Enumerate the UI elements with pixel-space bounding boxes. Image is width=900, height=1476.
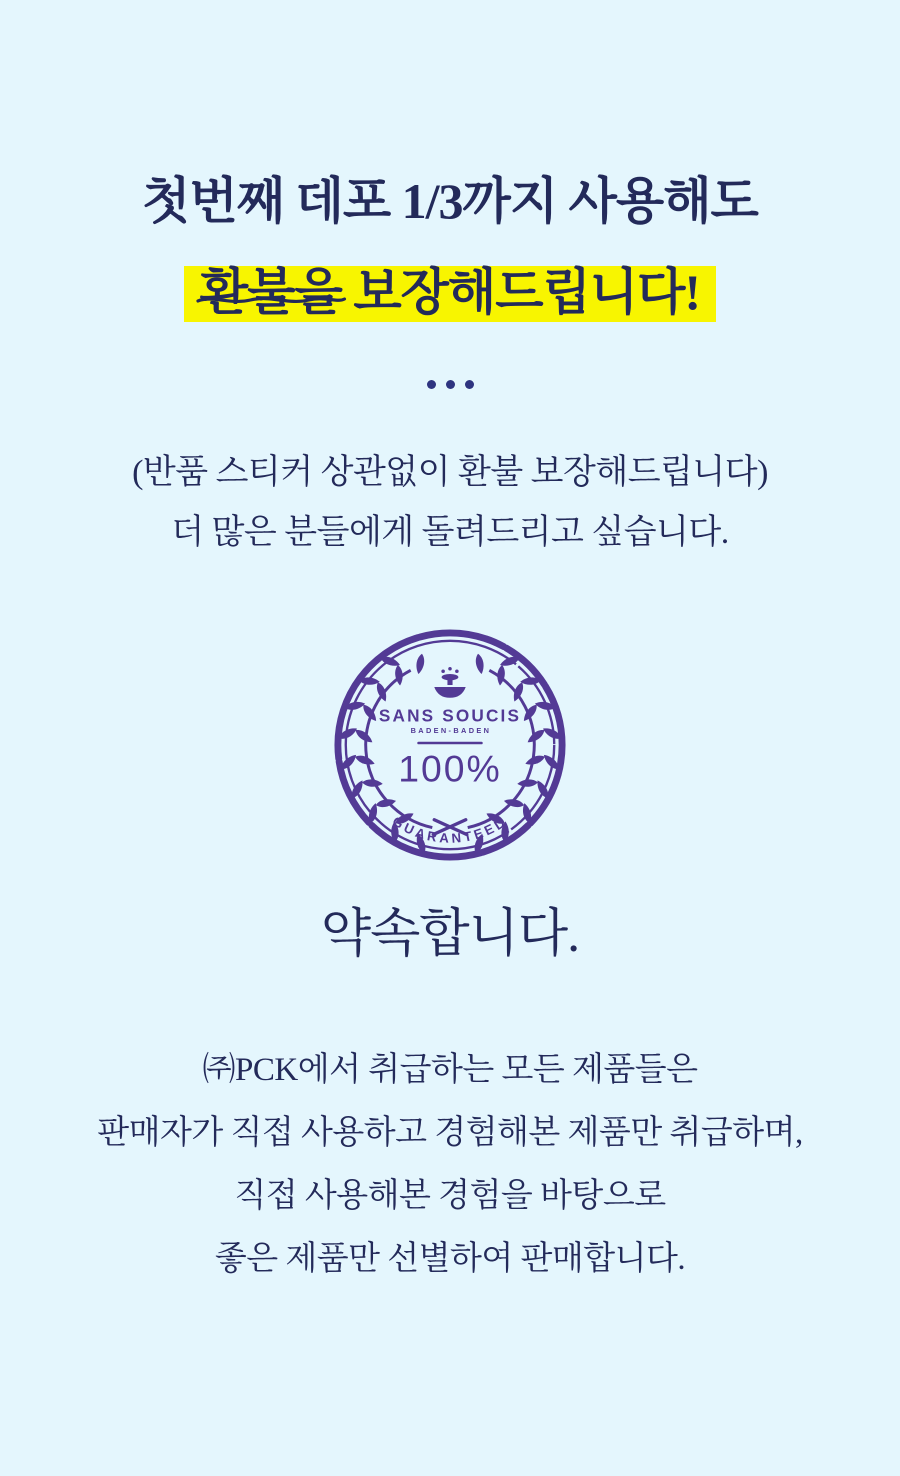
promise-heading: 약속합니다. [320,906,580,963]
stamp-guaranteed-text: GUARANTEED [389,813,511,846]
refund-highlight-row [184,266,716,322]
stamp-brand-text: SANS SOUCIS [378,705,522,726]
company-statement [97,1039,802,1291]
guarantee-note-line1: (반품 스티커 상관없이 환불 보장해드립니다) [132,454,768,491]
dot-icon [446,380,455,389]
guarantee-stamp-svg [332,627,568,863]
guarantee-note-line2: 더 많은 분들에게 돌려드리고 싶습니다. [171,514,729,551]
hero-heading-line1: 첫번째 데포 1/3까지 사용해도 [142,173,758,229]
refund-word-text: 환불을 [199,264,342,320]
stamp-percent-text: 100% [398,747,502,790]
statement-line: 판매자가 직접 사용하고 경험해본 제품만 취급하며, [97,1115,803,1151]
stamp-outer-ring [338,633,562,857]
stamp-origin-text: BADEN-BADEN [410,726,492,736]
statement-line: 좋은 제품만 선별하여 판매합니다. [214,1241,686,1277]
refund-highlight [184,266,716,322]
refund-word [199,264,342,320]
highlight-text-rest: 보장해드립니다! [341,264,701,320]
fountain-icon [434,667,465,698]
statement-line: ㈜PCK에서 취급하는 모든 제품들은 [202,1052,698,1088]
statement-line: 직접 사용해본 경험을 바탕으로 [234,1178,666,1214]
dot-icon [427,380,436,389]
guarantee-stamp [332,627,568,863]
stamp-outer-ring-thin [346,641,554,849]
dot-icon [465,380,474,389]
guarantee-note [132,443,768,563]
three-dots-divider [427,380,474,389]
